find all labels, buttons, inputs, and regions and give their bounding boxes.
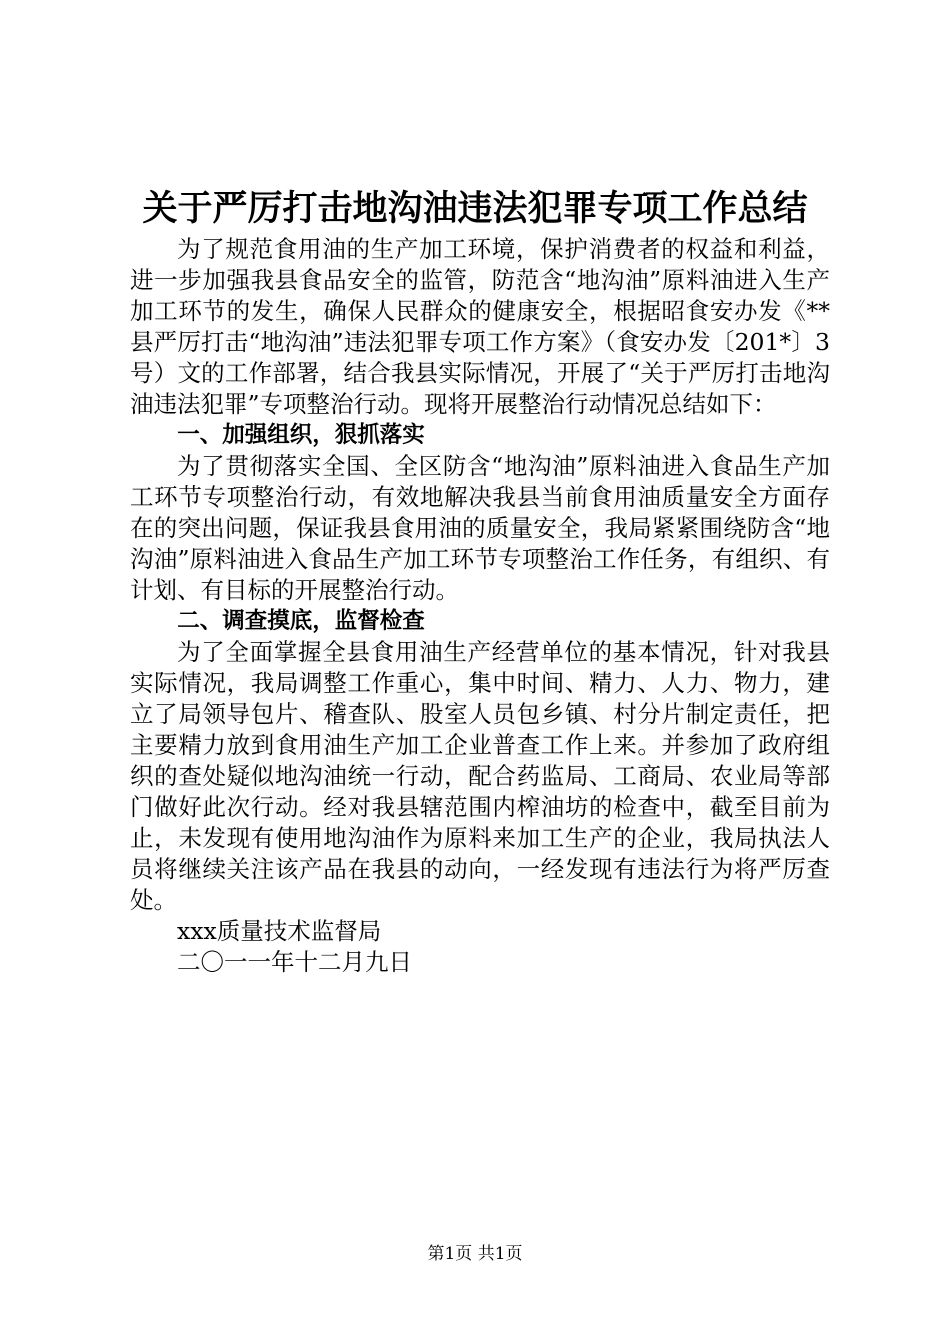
signature-organization: xxx质量技术监督局 (177, 917, 382, 945)
paragraph-section-2: 为了全面掌握全县食用油生产经营单位的基本情况，针对我县实际情况，我局调整工作重心，集中时间、精力、人力、物力，建立了局领导包片、稽查队、股室人员包乡镇、村分片制定责任，把主要精力放到食用油生产加工企业普查工作上来。并参加了政府组织的查处疑似地沟油统一行动，配合药监局、工商局、农业局等部门做好此次行动。经对我县辖范围内榨油坊的检查中，截至目前为止，未发现有使用地沟油作为原料来加工生产的企业，我局执法人员将继续关注该产品在我县的动向，一经发现有违法行为将严厉查处。 (130, 638, 830, 914)
signature-date: 二〇一一年十二月九日 (177, 948, 412, 976)
document-body (130, 234, 830, 978)
document-title: 关于严厉打击地沟油违法犯罪专项工作总结 (142, 188, 808, 229)
section-heading-1: 一、加强组织，狠抓落实 (177, 422, 425, 448)
page-footer: 第1页 共1页 (427, 1244, 523, 1264)
paragraph-intro: 为了规范食用油的生产加工环境，保护消费者的权益和利益，进一步加强我县食品安全的监管，防范含“地沟油”原料油进入生产加工环节的发生，确保人民群众的健康安全，根据昭食安办发《**县严厉打击“地沟油”违法犯罪专项工作方案》（食安办发〔201*〕3号）文的工作部署，结合我县实际情况，开展了“关于严厉打击地沟油违法犯罪”专项整治行动。现将开展整治行动情况总结如下： (130, 235, 830, 418)
section-heading-2: 二、调查摸底，监督检查 (177, 608, 425, 634)
paragraph-section-1: 为了贯彻落实全国、全区防含“地沟油”原料油进入食品生产加工环节专项整治行动，有效地解决我县当前食用油质量安全方面存在的突出问题，保证我县食用油的质量安全，我局紧紧围绕防含“地沟油”原料油进入食品生产加工环节专项整治工作任务，有组织、有计划、有目标的开展整治行动。 (130, 452, 830, 604)
